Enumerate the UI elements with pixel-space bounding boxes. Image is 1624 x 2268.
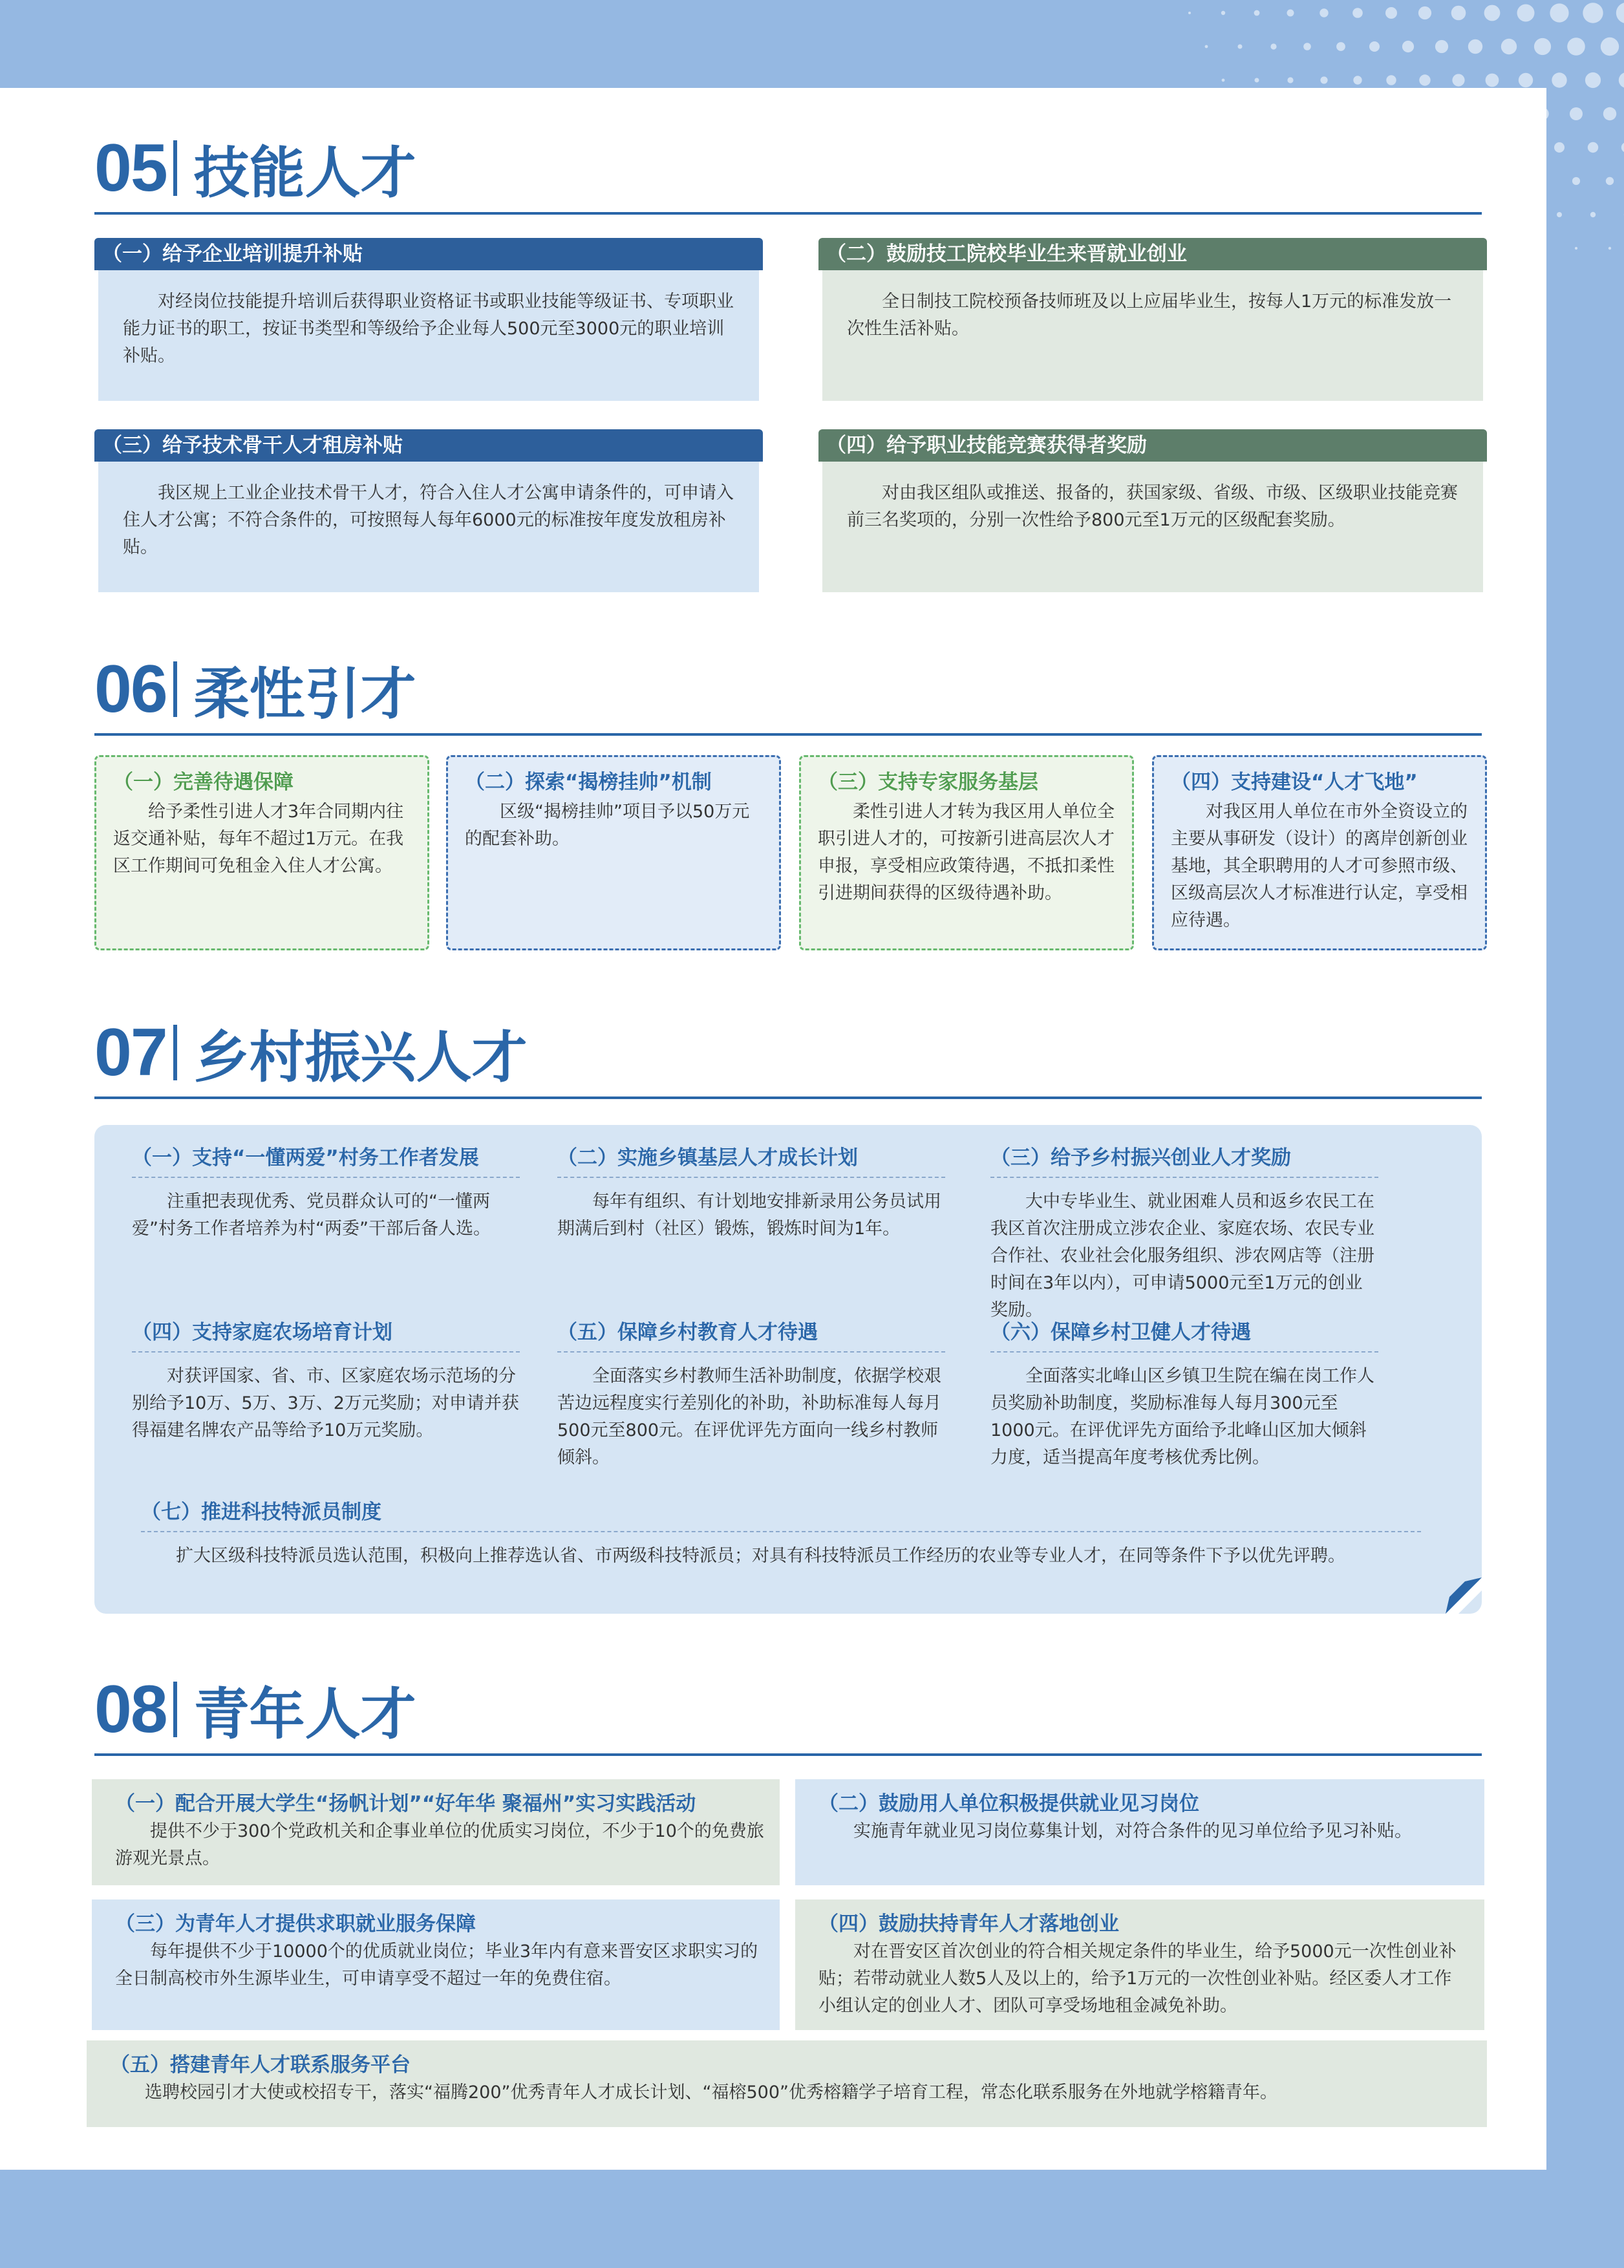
policy-item-body: 全面落实北峰山区乡镇卫生院在编在岗工作人员奖励补助制度，奖励标准每人每月300元至1000元。在评优评先方面给予北峰山区加大倾斜力度，适当提高年度考核优秀比例。 <box>990 1366 1374 1468</box>
policy-card <box>92 1779 780 1885</box>
decor-dot <box>1320 8 1328 17</box>
page-curl-icon <box>1446 1578 1482 1614</box>
decor-dot <box>1468 39 1482 54</box>
decor-dot <box>1554 142 1565 153</box>
policy-card-body: 对在晋安区首次创业的符合相关规定条件的毕业生，给予5000元一次性创业补贴；若带动就业人数5人及以上的，给予1万元的一次性创业补贴。经区委人才工作小组认定的创业人才、团队可享受场地租金减免补助。 <box>818 1942 1457 2016</box>
decor-dot <box>1603 107 1616 120</box>
decor-dot <box>1369 41 1380 52</box>
section-number: 06 <box>94 651 167 727</box>
policy-item-title: （二）实施乡镇基层人才成长计划 <box>557 1143 945 1178</box>
policy-card <box>92 1899 780 2030</box>
decor-dot <box>1320 76 1327 83</box>
section-header <box>94 129 1482 207</box>
decor-dot <box>1552 72 1566 87</box>
policy-card-title: （四）支持建设“人才飞地” <box>1171 771 1418 794</box>
policy-item <box>990 1143 1378 1324</box>
decor-dot <box>1608 247 1611 250</box>
rural-policy-panel <box>94 1125 1482 1614</box>
policy-card-title: （二）探索“揭榜挂帅”机制 <box>465 771 712 794</box>
section-flexible-recruitment <box>94 650 1482 736</box>
policy-card <box>446 755 781 950</box>
policy-item-body: 大中专毕业生、就业困难人员和返乡农民工在我区首次注册成立涉农企业、家庭农场、农民专业合作社、农业社会化服务组织、涉农网店等（注册时间在3年以内），可申请5000元至1万元的创业奖励。 <box>990 1192 1374 1320</box>
policy-item-body: 注重把表现优秀、党员群众认可的“一懂两爱”村务工作者培养为村“两委”干部后备人选。 <box>132 1192 491 1239</box>
policy-card <box>94 755 429 950</box>
policy-card-body: 柔性引进人才转为我区用人单位全职引进人才的，可按新引进高层次人才申报，享受相应政策待遇，不抵扣柔性引进期间获得的区级待遇补助。 <box>818 802 1115 903</box>
policy-card <box>818 429 1487 592</box>
decor-dot <box>1534 38 1551 55</box>
decor-dot <box>1386 75 1396 85</box>
policy-card <box>795 1899 1484 2030</box>
decor-dot <box>1621 142 1624 153</box>
policy-item-body: 每年有组织、有计划地安排新录用公务员试用期满后到村（社区）锻炼，锻炼时间为1年。 <box>557 1192 941 1239</box>
policy-item-body: 对获评国家、省、市、区家庭农场示范场的分别给予10万、5万、3万、2万元奖励；对申请并获得福建名牌农产品等给予10万元奖励。 <box>132 1366 519 1440</box>
decor-dot <box>1484 5 1501 21</box>
section-title: 柔性引才 <box>193 662 416 727</box>
policy-card-body: 全日制技工院校预备技师班及以上应届毕业生，按每人1万元的标准发放一次性生活补贴。 <box>822 270 1483 401</box>
section-title: 技能人才 <box>193 141 416 206</box>
decor-dot <box>1575 247 1577 250</box>
section-header <box>94 650 1482 728</box>
policy-card-body: 提供不少于300个党政机关和企事业单位的优质实习岗位，不少于10个的免费旅游观光景点。 <box>115 1821 764 1868</box>
decor-dot <box>1188 12 1191 14</box>
section-header <box>94 1014 1482 1091</box>
decor-dot <box>1606 177 1614 185</box>
decor-dot <box>1616 3 1624 23</box>
policy-item-title: （六）保障乡村卫健人才待遇 <box>990 1318 1378 1353</box>
policy-card-title: （一）完善待遇保障 <box>113 771 294 794</box>
policy-card <box>795 1779 1484 1885</box>
policy-card-title: （一）配合开展大学生“扬帆计划”“好年华 聚福州”实习实践活动 <box>115 1792 696 1815</box>
decor-dot <box>1336 42 1345 51</box>
decor-dot <box>1402 41 1414 52</box>
decor-dot <box>1588 142 1598 153</box>
decor-dot <box>1572 177 1580 185</box>
decor-dot <box>1238 45 1243 49</box>
policy-card-title: （二）鼓励技工院校毕业生来晋就业创业 <box>818 238 1487 270</box>
policy-item-title: （七）推进科技特派员制度 <box>141 1497 1421 1532</box>
section-rule <box>94 733 1482 736</box>
decor-dot <box>1287 77 1293 83</box>
policy-card-body: 对我区用人单位在市外全资设立的主要从事研发（设计）的离岸创新创业基地，其全职聘用的人才可参照市级、区级高层次人才标准进行认定，享受相应待遇。 <box>1171 802 1468 930</box>
policy-item <box>132 1318 520 1444</box>
policy-item-title: （五）保障乡村教育人才待遇 <box>557 1318 945 1353</box>
policy-card <box>87 2040 1487 2127</box>
policy-card-body: 给予柔性引进人才3年合同期内往返交通补贴，每年不超过1万元。在我区工作期间可免租金入住人才公寓。 <box>113 802 404 876</box>
decor-dot <box>1567 37 1585 56</box>
policy-card-body: 选聘校园引才大使或校招专干，落实“福腾200”优秀青年人才成长计划、“福榕500”优秀榕籍学子培育工程，常态化联系服务在外地就学榕籍青年。 <box>145 2082 1278 2102</box>
policy-item-title: （一）支持“一懂两爱”村务工作者发展 <box>132 1143 520 1178</box>
decor-dot <box>1501 39 1517 54</box>
section-youth-talent <box>94 1671 1482 1756</box>
policy-card-body: 对经岗位技能提升培训后获得职业资格证书或职业技能等级证书、专项职业能力证书的职工，按证书类型和等级给予企业每人500元至3000元的职业培训补贴。 <box>98 270 759 401</box>
decor-dot <box>1255 78 1259 83</box>
policy-item <box>990 1318 1378 1471</box>
decor-dot <box>1353 76 1362 84</box>
decor-dot <box>1270 43 1276 49</box>
policy-item <box>132 1143 520 1243</box>
policy-card <box>94 429 763 592</box>
decor-dot <box>1590 212 1596 217</box>
section-rule <box>94 212 1482 215</box>
policy-card <box>1152 755 1487 950</box>
policy-card-title: （二）鼓励用人单位积极提供就业见习岗位 <box>818 1792 1199 1815</box>
decor-dot <box>1452 74 1464 86</box>
decor-dot <box>1222 79 1225 82</box>
policy-item <box>141 1497 1421 1570</box>
policy-item <box>557 1143 945 1243</box>
decor-dot <box>1419 74 1430 85</box>
decor-dot <box>1287 10 1294 17</box>
policy-item-body: 扩大区级科技特派员选认范围，积极向上推荐选认省、市两级科技特派员；对具有科技特派员工作经历的农业等专业人才，在同等条件下予以优先评聘。 <box>176 1546 1345 1566</box>
decor-dot <box>1385 7 1397 19</box>
policy-item <box>557 1318 945 1471</box>
policy-item-title: （三）给予乡村振兴创业人才奖励 <box>990 1143 1378 1178</box>
decor-dot <box>1486 74 1499 87</box>
section-divider-bar <box>173 140 177 196</box>
decor-dot <box>1619 72 1624 88</box>
decor-dot <box>1418 6 1431 19</box>
content-sheet <box>0 88 1546 2170</box>
policy-item-title: （四）支持家庭农场培育计划 <box>132 1318 520 1353</box>
policy-card-body: 每年提供不少于10000个的优质就业岗位；毕业3年内有意来晋安区求职实习的全日制高校市外生源毕业生，可申请享受不超过一年的免费住宿。 <box>115 1942 758 1989</box>
policy-card-title: （三）给予技术骨干人才租房补贴 <box>94 429 763 462</box>
decor-dot <box>1303 43 1311 50</box>
policy-card <box>94 238 763 401</box>
decor-dot <box>1352 8 1363 18</box>
decor-dot <box>1435 40 1448 53</box>
section-divider-bar <box>173 1025 177 1080</box>
section-number: 08 <box>94 1671 167 1747</box>
policy-card-body: 对由我区组队或推送、报备的，获国家级、省级、市级、区级职业技能竞赛前三名奖项的，分别一次性给予800元至1万元的区级配套奖励。 <box>822 462 1483 592</box>
section-header <box>94 1671 1482 1748</box>
section-title: 青年人才 <box>193 1682 416 1747</box>
decor-dot <box>1583 3 1603 23</box>
section-rural-revitalization <box>94 1014 1482 1099</box>
section-rule <box>94 1753 1482 1756</box>
policy-card-title: （四）鼓励扶持青年人才落地创业 <box>818 1912 1119 1936</box>
section-number: 07 <box>94 1014 167 1090</box>
policy-card-title: （三）为青年人才提供求职就业服务保障 <box>115 1912 476 1936</box>
policy-card <box>799 755 1134 950</box>
policy-card-title: （五）搭建青年人才联系服务平台 <box>110 2053 411 2077</box>
section-rule <box>94 1097 1482 1099</box>
decor-dot <box>1517 5 1535 22</box>
policy-card-body: 区级“揭榜挂帅”项目予以50万元的配套补助。 <box>465 802 750 849</box>
policy-item-body: 全面落实乡村教师生活补助制度，依据学校艰苦边远程度实行差别化的补助，补助标准每人每月500元至800元。在评优评先方面向一线乡村教师倾斜。 <box>557 1366 941 1468</box>
policy-card-title: （一）给予企业培训提升补贴 <box>94 238 763 270</box>
section-skilled-talent <box>94 129 1482 215</box>
section-divider-bar <box>173 661 177 717</box>
decor-dot <box>1451 6 1466 21</box>
section-divider-bar <box>173 1682 177 1737</box>
policy-card-title: （四）给予职业技能竞赛获得者奖励 <box>818 429 1487 462</box>
policy-card <box>818 238 1487 401</box>
decor-dot <box>1601 37 1619 56</box>
section-title: 乡村振兴人才 <box>193 1025 528 1090</box>
decor-dot <box>1550 3 1568 22</box>
section-number: 05 <box>94 130 167 206</box>
decor-dot <box>1519 73 1533 87</box>
policy-card-body: 我区规上工业企业技术骨干人才，符合入住人才公寓申请条件的，可申请入住人才公寓；不符合条件的，可按照每人每年6000元的标准按年度发放租房补贴。 <box>98 462 759 592</box>
decor-dot <box>1205 45 1208 48</box>
policy-card-body: 实施青年就业见习岗位募集计划，对符合条件的见习单位给予见习补贴。 <box>853 1821 1412 1841</box>
decor-dot <box>1557 212 1562 217</box>
policy-card-title: （三）支持专家服务基层 <box>818 771 1038 794</box>
decor-dot <box>1585 72 1601 88</box>
decor-dot <box>1254 10 1260 16</box>
decor-dot <box>1221 11 1225 15</box>
decor-dot <box>1570 107 1583 120</box>
